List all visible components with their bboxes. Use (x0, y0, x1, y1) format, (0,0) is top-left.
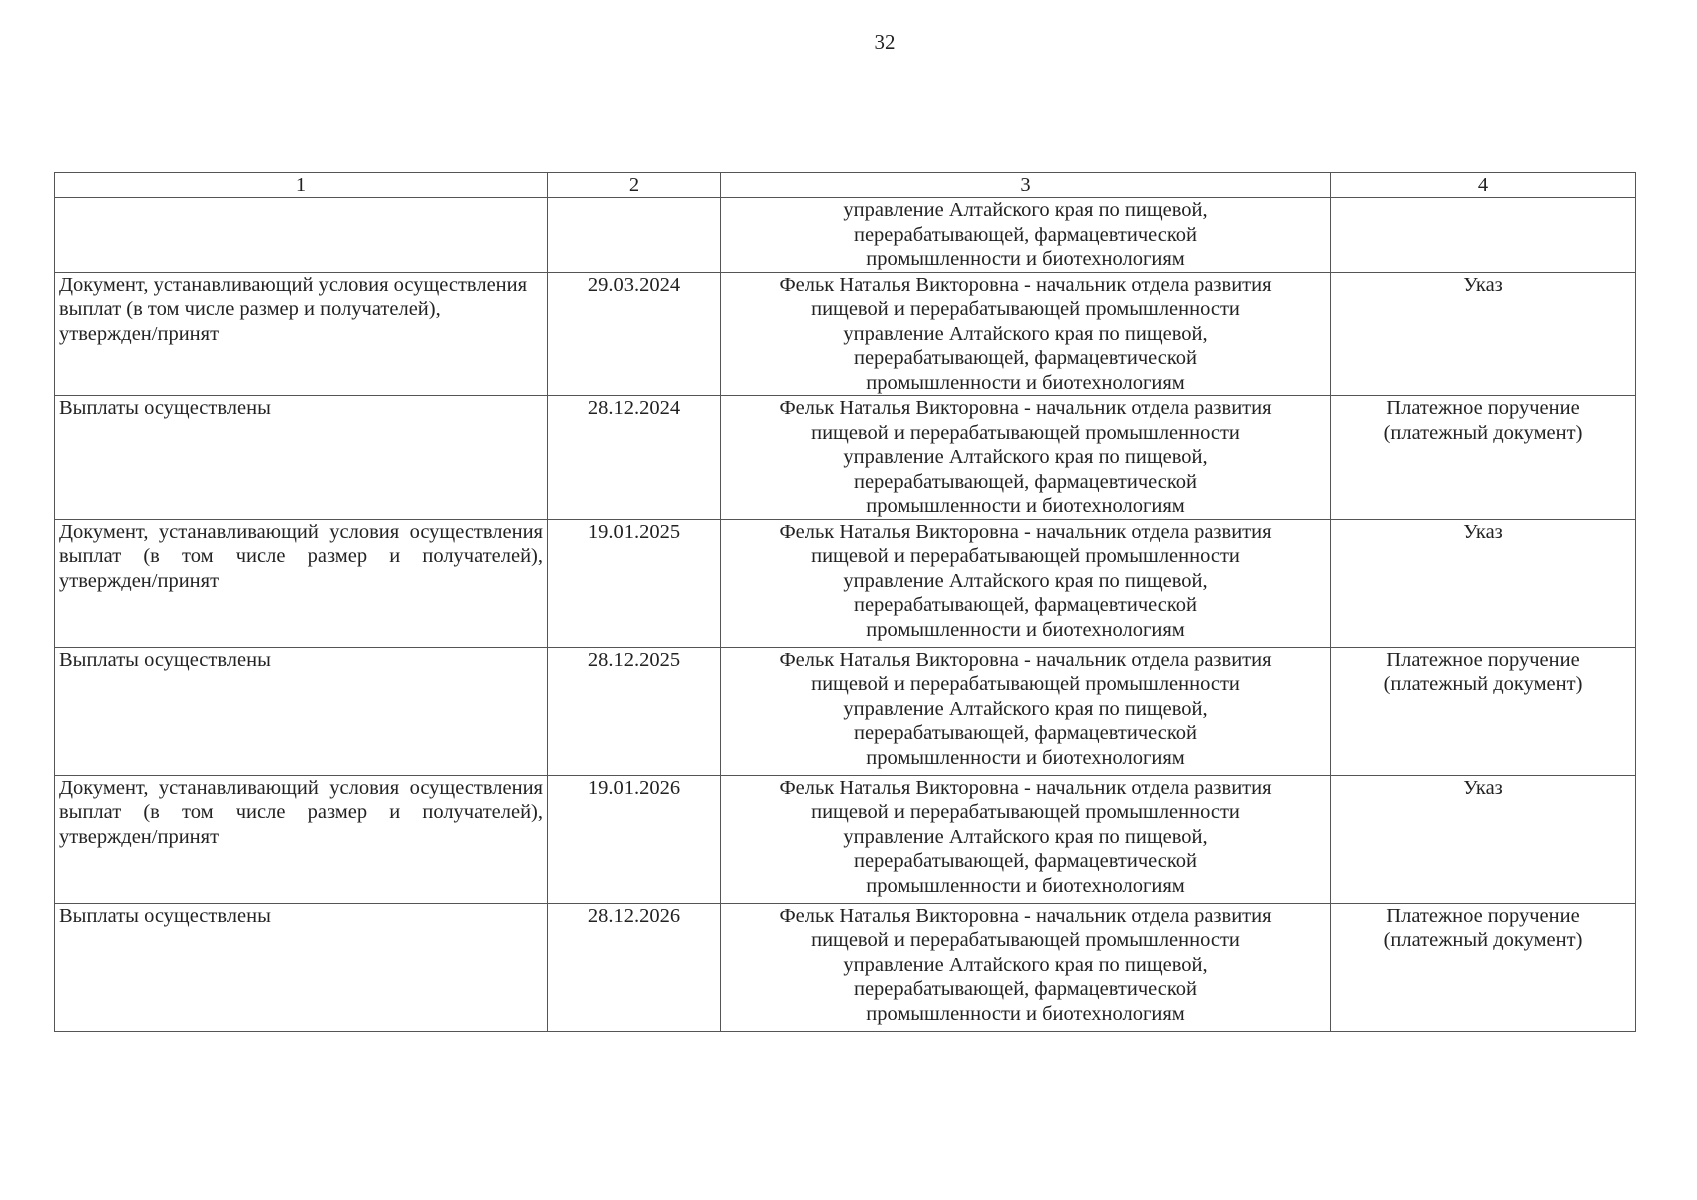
document-type-line: Платежное поручение (1386, 397, 1580, 419)
responsible-line: пищевой и перерабатывающей промышленности (811, 421, 1240, 444)
responsible-line: промышленности и биотехнологиям (866, 1002, 1185, 1025)
column-header-1: 1 (55, 173, 548, 198)
event-name-cell: Выплаты осуществлены (55, 396, 548, 520)
responsible-line: Фельк Наталья Викторовна - начальник отдела развития (779, 397, 1272, 419)
responsible-line: пищевой и перерабатывающей промышленности (811, 545, 1240, 567)
document-type-line: (платежный документ) (1383, 673, 1583, 695)
responsible-line: пищевой и перерабатывающей промышленности (811, 929, 1240, 951)
responsible-line: промышленности и биотехнологиям (866, 248, 1185, 270)
document-type-line: Платежное поручение (1386, 648, 1580, 671)
table-row (55, 396, 1636, 520)
responsible-line: Фельк Наталья Викторовна - начальник отдела развития (779, 648, 1272, 671)
table-header (55, 173, 1636, 198)
responsible-line: перерабатывающей, фармацевтической (853, 978, 1197, 1000)
table-row (55, 775, 1636, 903)
document-type-line: Указ (1463, 520, 1503, 543)
responsible-cell (721, 903, 1331, 1031)
date-cell (548, 198, 721, 273)
document-type-cell (1331, 903, 1636, 1031)
header-row (55, 173, 1636, 198)
responsible-line: промышленности и биотехнологиям (866, 618, 1185, 641)
event-name-cell: Документ, устанавливающий условия осуществления выплат (в том числе размер и получателей), утвержден/принят (55, 519, 548, 647)
responsible-line: управление Алтайского края по пищевой, (843, 446, 1208, 468)
responsible-cell (721, 198, 1331, 273)
responsible-cell (721, 272, 1331, 396)
date-cell: 28.12.2024 (548, 396, 721, 520)
responsible-line: пищевой и перерабатывающей промышленности (811, 298, 1240, 320)
event-name-cell: Выплаты осуществлены (55, 647, 548, 775)
responsible-line: Фельк Наталья Викторовна - начальник отдела развития (779, 904, 1272, 927)
document-type-cell (1331, 272, 1636, 396)
document-type-line: Платежное поручение (1386, 904, 1580, 927)
responsible-line: управление Алтайского края по пищевой, (843, 697, 1208, 720)
responsible-line: управление Алтайского края по пищевой, (843, 322, 1208, 345)
responsible-line: управление Алтайского края по пищевой, (843, 199, 1208, 221)
responsible-line: управление Алтайского края по пищевой, (843, 825, 1208, 848)
responsible-line: промышленности и биотехнологиям (866, 874, 1185, 897)
date-cell: 29.03.2024 (548, 272, 721, 396)
document-type-line: (платежный документ) (1383, 929, 1583, 951)
responsible-line: Фельк Наталья Викторовна - начальник отдела развития (779, 776, 1272, 799)
table-row (55, 272, 1636, 396)
document-type-line: (платежный документ) (1383, 421, 1583, 444)
activity-table (54, 172, 1636, 1032)
event-name-cell: Документ, устанавливающий условия осуществления выплат (в том числе размер и получателей), утвержден/принят (55, 272, 548, 396)
responsible-cell (721, 775, 1331, 903)
table-row (55, 198, 1636, 273)
responsible-line: перерабатывающей, фармацевтической (853, 850, 1197, 872)
column-header-3: 3 (721, 173, 1331, 198)
responsible-line: промышленности и биотехнологиям (866, 746, 1185, 769)
responsible-line: управление Алтайского края по пищевой, (843, 953, 1208, 976)
responsible-line: Фельк Наталья Викторовна - начальник отдела развития (779, 520, 1272, 543)
table-row (55, 647, 1636, 775)
responsible-line: пищевой и перерабатывающей промышленности (811, 673, 1240, 695)
responsible-cell (721, 396, 1331, 520)
event-name-cell: Выплаты осуществлены (55, 903, 548, 1031)
responsible-line: перерабатывающей, фармацевтической (853, 470, 1197, 493)
document-type-cell (1331, 775, 1636, 903)
document-type-line: Указ (1463, 776, 1503, 799)
table-body (55, 198, 1636, 1032)
event-name-cell: Документ, устанавливающий условия осуществления выплат (в том числе размер и получателей), утвержден/принят (55, 775, 548, 903)
date-cell: 19.01.2026 (548, 775, 721, 903)
responsible-line: Фельк Наталья Викторовна - начальник отдела развития (779, 273, 1272, 296)
date-cell: 19.01.2025 (548, 519, 721, 647)
event-name-cell (55, 198, 548, 273)
responsible-line: перерабатывающей, фармацевтической (853, 722, 1197, 744)
table-row (55, 903, 1636, 1031)
responsible-line: перерабатывающей, фармацевтической (853, 223, 1197, 246)
table-row (55, 519, 1636, 647)
responsible-line: перерабатывающей, фармацевтической (853, 347, 1197, 369)
responsible-line: промышленности и биотехнологиям (866, 495, 1185, 517)
responsible-line: управление Алтайского края по пищевой, (843, 569, 1208, 592)
document-type-cell (1331, 396, 1636, 520)
responsible-line: перерабатывающей, фармацевтической (853, 594, 1197, 616)
responsible-line: промышленности и биотехнологиям (866, 371, 1185, 394)
document-type-cell (1331, 519, 1636, 647)
page-number: 32 (874, 30, 896, 54)
date-cell: 28.12.2025 (548, 647, 721, 775)
document-type-cell (1331, 198, 1636, 273)
responsible-cell (721, 519, 1331, 647)
document-type-line: Указ (1463, 273, 1503, 296)
column-header-4: 4 (1331, 173, 1636, 198)
responsible-cell (721, 647, 1331, 775)
document-type-cell (1331, 647, 1636, 775)
date-cell: 28.12.2026 (548, 903, 721, 1031)
responsible-line: пищевой и перерабатывающей промышленности (811, 801, 1240, 823)
column-header-2: 2 (548, 173, 721, 198)
